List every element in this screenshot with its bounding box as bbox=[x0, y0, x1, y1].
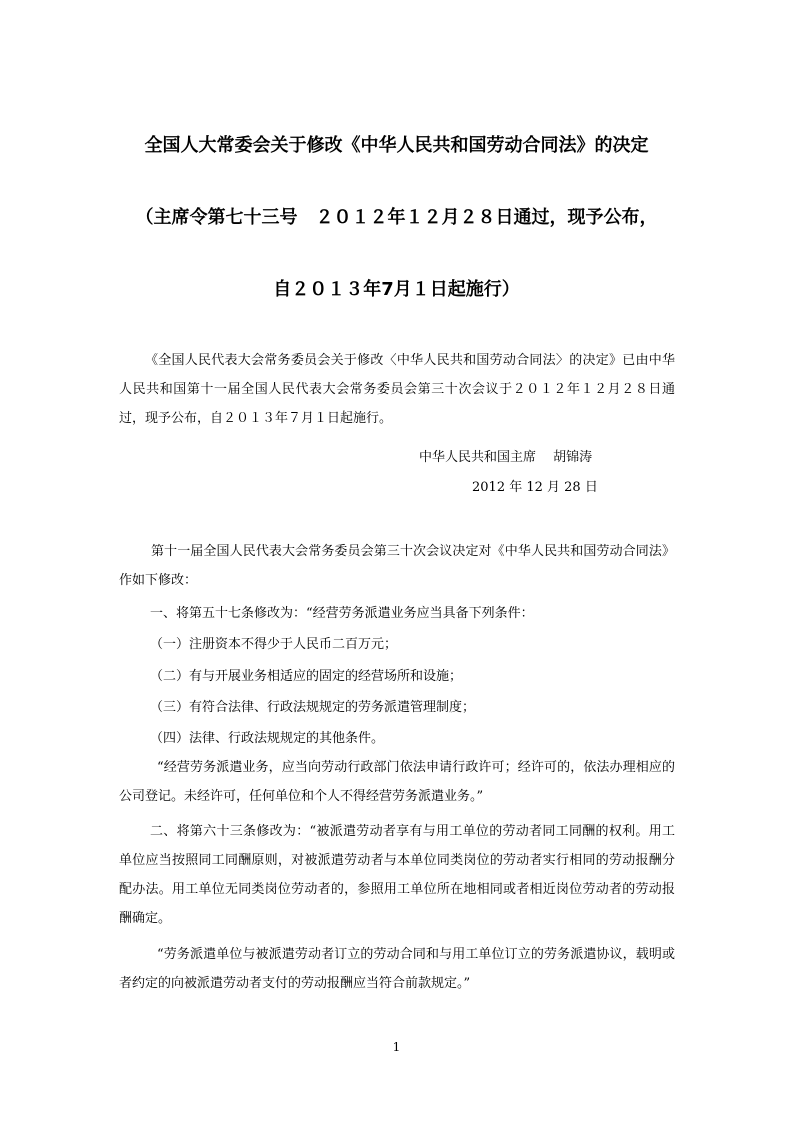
date-line: 2012 年 12 月 28 日 bbox=[472, 480, 598, 495]
title-line-2: （主席令第七十三号 ２０１２年１２月２８日通过，现予公布， bbox=[135, 207, 658, 228]
item-2-paragraph: 二、将第六十三条修改为：“被派遣劳动者享有与用工单位的劳动者同工同酬的权利。用工单位应当按照同工同酬原则，对被派遣劳动者与本单位同类岗位的劳动者实行相同的劳动报酬分配办法。用工单位无同类岗位劳动者的，参照用工单位所在地相同或者相近岗位劳动者的劳动报酬确定。 bbox=[119, 824, 675, 926]
condition-1: （一）注册资本不得少于人民币二百万元； bbox=[150, 637, 398, 652]
signature-line: 中华人民共和国主席 胡锦涛 bbox=[419, 450, 593, 465]
intro-paragraph: 《全国人民代表大会常务委员会关于修改〈中华人民共和国劳动合同法〉的决定》已由中华人民共和国第十一届全国人民代表大会常务委员会第三十次会议于２０１２年１２月２８日通过，现予公布，自２０１３年７月１日起施行。 bbox=[119, 353, 675, 426]
item-1: 一、将第五十七条修改为：“经营劳务派遣业务应当具备下列条件： bbox=[150, 606, 534, 621]
license-paragraph: “经营劳务派遣业务，应当向劳动行政部门依法申请行政许可；经许可的，依法办理相应的公司登记。未经许可，任何单位和个人不得经营劳务派遣业务。” bbox=[119, 760, 675, 804]
title-line-1: 全国人大常委会关于修改《中华人民共和国劳动合同法》的决定 bbox=[144, 135, 649, 156]
agreement-paragraph: “劳务派遣单位与被派遣劳动者订立的劳动合同和与用工单位订立的劳务派遣协议，载明或者约定的向被派遣劳动者支付的劳动报酬应当符合前款规定。” bbox=[119, 947, 675, 991]
title-line-3: 自２０１３年7月１日起施行） bbox=[273, 279, 520, 300]
decision-intro-paragraph: 第十一届全国人民代表大会常务委员会第三十次会议决定对《中华人民共和国劳动合同法》作如下修改： bbox=[119, 544, 675, 588]
condition-4: （四）法律、行政法规规定的其他条件。 bbox=[150, 731, 385, 746]
page-number: 1 bbox=[392, 1040, 401, 1054]
condition-3: （三）有符合法律、行政法规规定的劳务派遣管理制度； bbox=[150, 700, 476, 715]
condition-2: （二）有与开展业务相适应的固定的经营场所和设施； bbox=[150, 669, 463, 684]
